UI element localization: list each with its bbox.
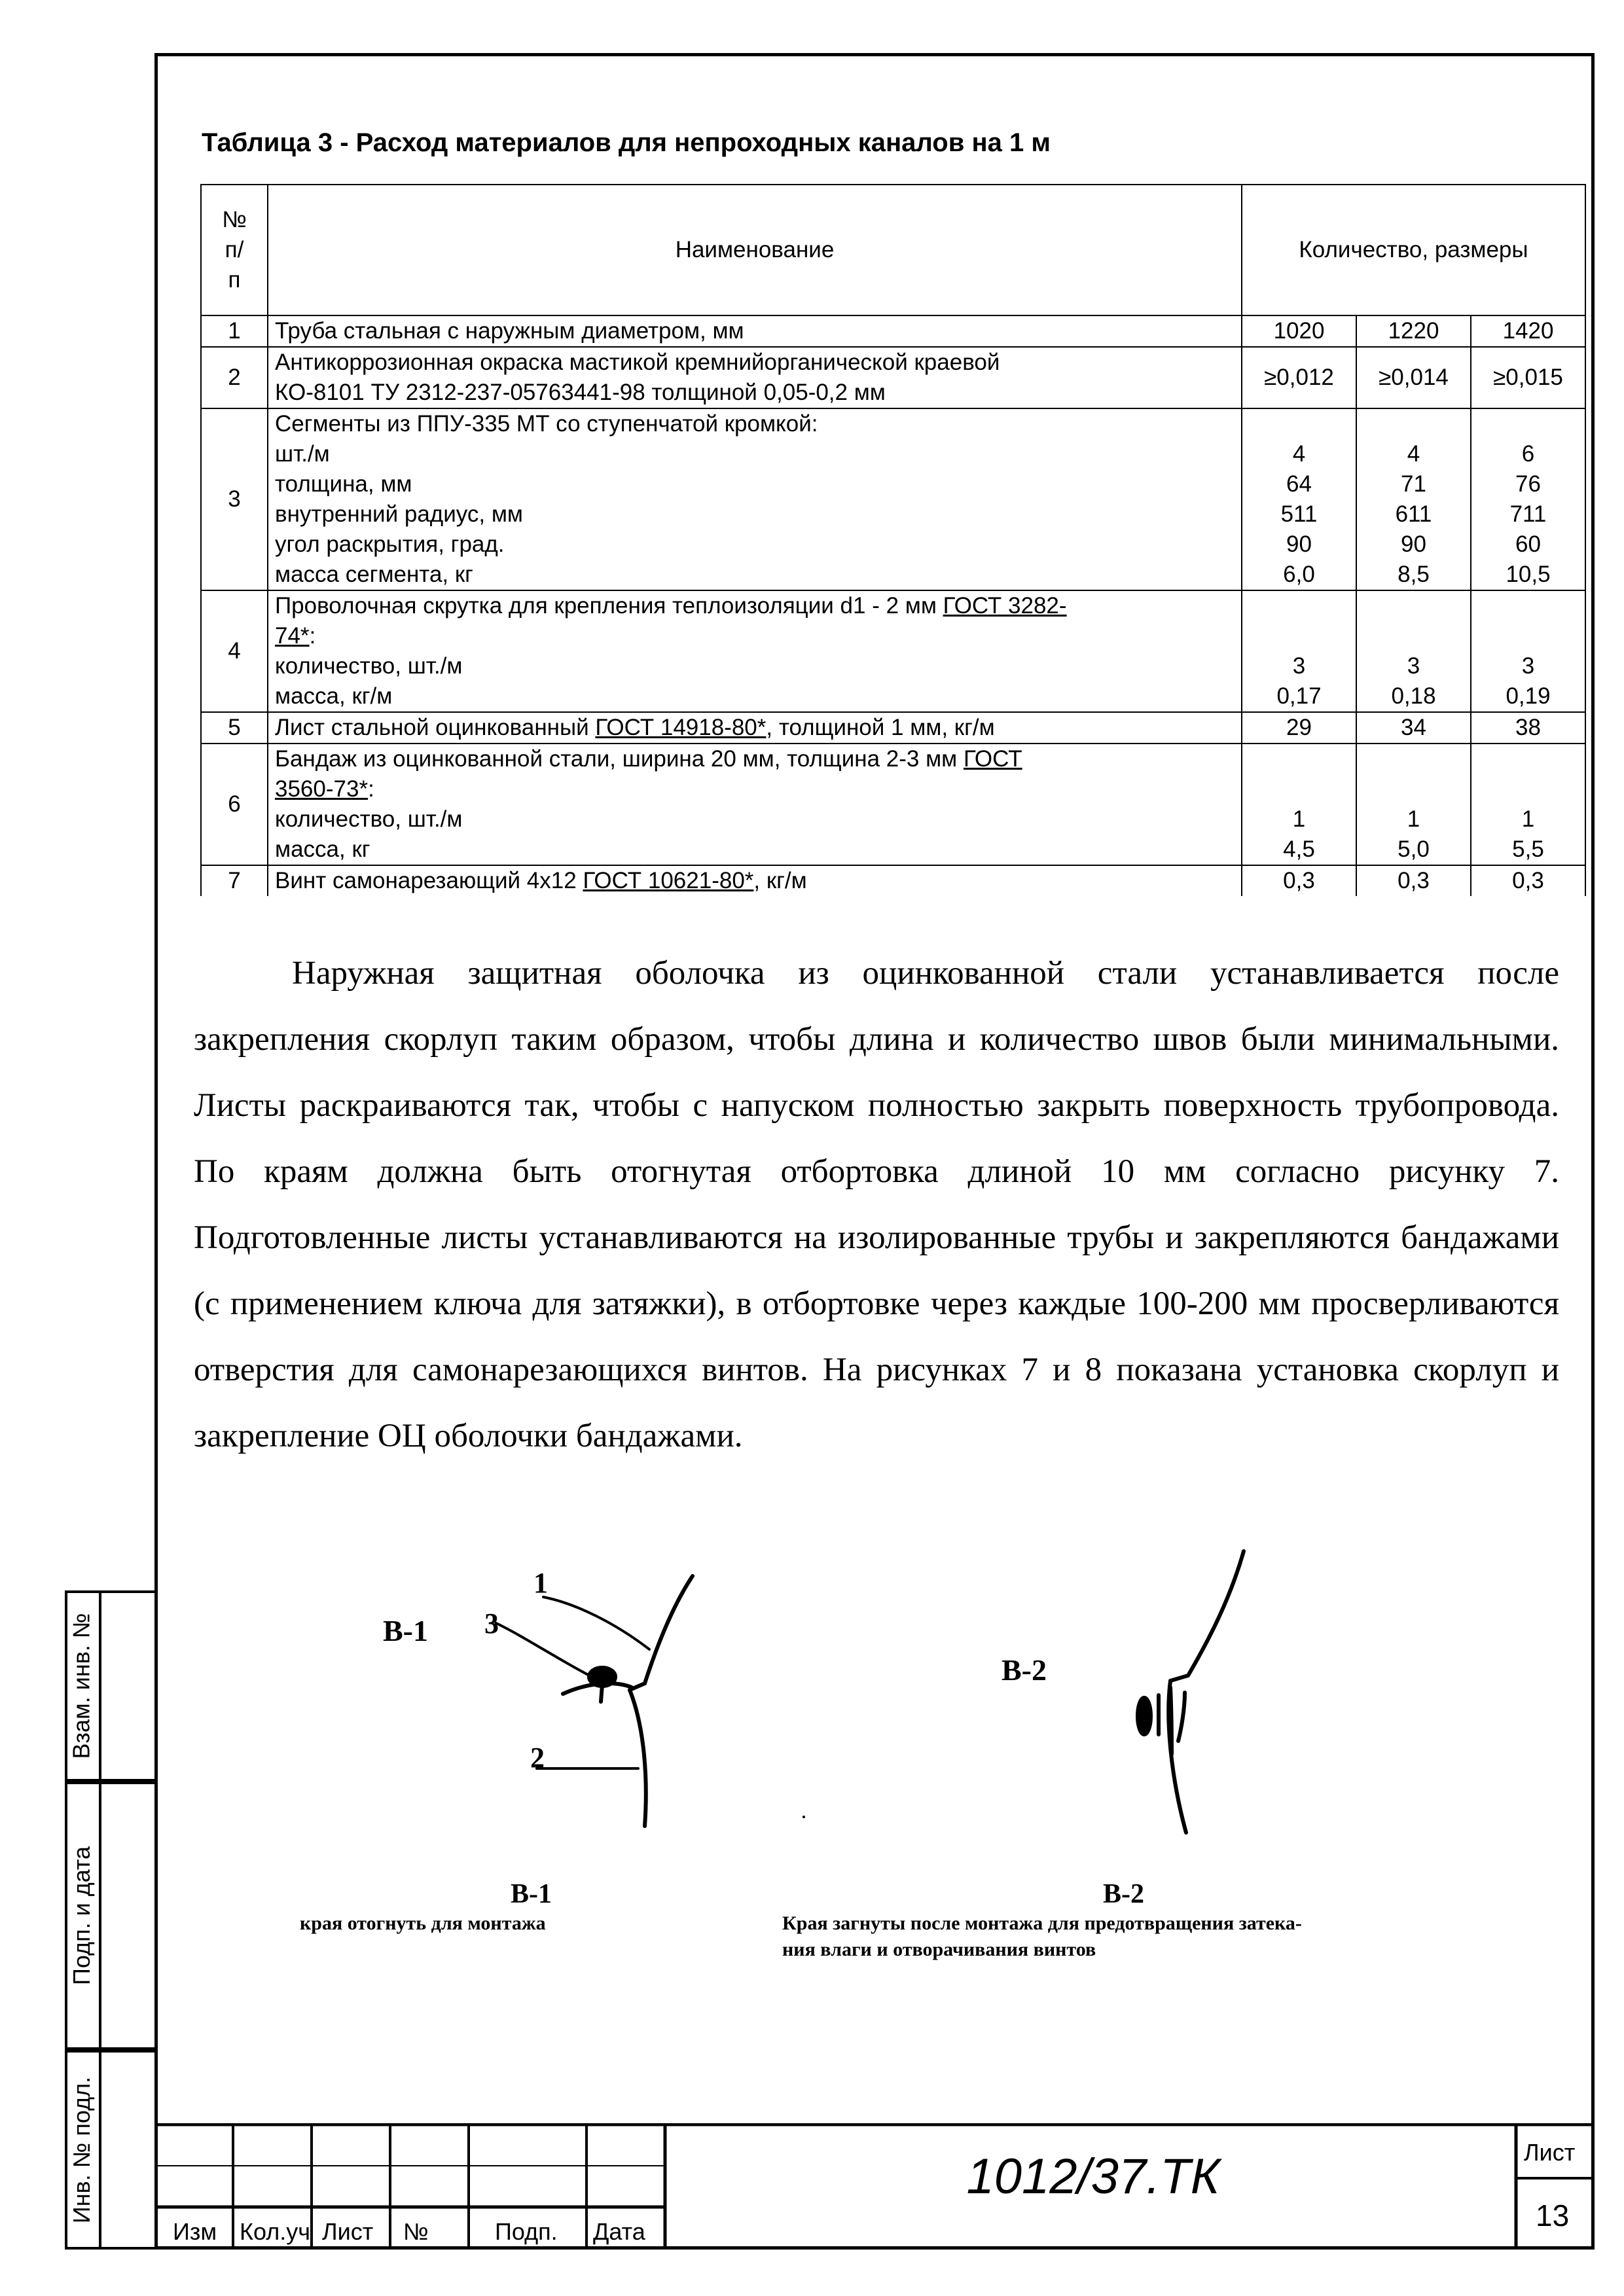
gost-link[interactable]: ГОСТ [963, 746, 1022, 772]
table-row: 6 Бандаж из оцинкованной стали, ширина 20 мм, толщина 2-3 мм ГОСТ 3560-73*: количество, шт./м масса, кг 1 4,5 1 5,0 1 5,5 [201, 744, 1585, 865]
side-label-vzam: Взам. инв. № [68, 1613, 95, 1759]
figure-b1-caption: края отогнуть для монтажа [300, 1912, 546, 1934]
figure-b2-drawing [1138, 1551, 1244, 1833]
side-label-podp: Подп. и дата [68, 1846, 95, 1986]
table-row: 5 Лист стальной оцинкованный ГОСТ 14918-80*, толщиной 1 мм, кг/м 29 34 38 [201, 712, 1585, 744]
stamp-sheet-label: Лист [1524, 2139, 1576, 2166]
figure-b2-tag: В-2 [1001, 1653, 1047, 1687]
figure-b1-callout-1: 1 [533, 1567, 548, 1599]
figure-b1-drawing [496, 1576, 693, 1826]
figure-b1-tag: В-1 [383, 1614, 428, 1647]
gost-link[interactable]: 74* [275, 623, 310, 649]
stamp-col-data: Дата [593, 2218, 645, 2245]
gost-link[interactable]: ГОСТ 14918-80* [595, 715, 767, 740]
gost-link[interactable]: ГОСТ 10621-80* [583, 868, 754, 893]
stamp-col-izm: Изм [173, 2218, 217, 2245]
stamp-col-podp: Подп. [495, 2218, 558, 2245]
header-name: Наименование [268, 185, 1242, 315]
header-qty: Количество, размеры [1242, 185, 1585, 315]
stamp-col-list: Лист [322, 2218, 374, 2245]
figure-b2-caption-title: В-2 [1103, 1879, 1144, 1909]
stamp-col-kolu: Кол.уч [240, 2218, 310, 2245]
figure-b2-caption-line-1: Края загнуты после монтажа для предотвращения затека- [782, 1912, 1302, 1934]
figure-b2-caption-line-2: ния влаги и отворачивания винтов [782, 1939, 1096, 1960]
table-row: 1 Труба стальная с наружным диаметром, мм 1020 1220 1420 [201, 315, 1585, 347]
table-row: 3 Сегменты из ППУ-335 МТ со ступенчатой кромкой: шт./м толщина, мм внутренний радиус, мм угол раскрытия, град. масса сегмента, кг 4 64 511 90 6,0 4 71 611 90 8,5 6 76 711 60 10,5 [201, 408, 1585, 590]
gost-link[interactable]: ГОСТ 3282- [943, 593, 1067, 619]
document-code: 1012/37.ТК [966, 2149, 1220, 2204]
figure-b1-callout-2: 2 [530, 1742, 545, 1774]
table-row: 4 Проволочная скрутка для крепления теплоизоляции d1 - 2 мм ГОСТ 3282- 74*: количество, шт./м масса, кг/м 3 0,17 3 0,18 3 0,19 [201, 590, 1585, 712]
stamp-col-num: № [403, 2218, 429, 2245]
table-row: 7 Винт самонарезающий 4х12 ГОСТ 10621-80*, кг/м 0,3 0,3 0,3 [201, 865, 1585, 896]
speck [803, 1816, 805, 1818]
body-paragraph: Наружная защитная оболочка из оцинкованной стали устанавливается после закрепления скорлуп таким образом, чтобы длина и количество швов были минимальными. Листы раскраиваются так, чтобы с напуском полностью закрыть поверхность трубопровода. По краям должна быть отогнутая отбортовка длиной 10 мм согласно рисунку 7. Подготовленные листы устанавливаются на изолированные трубы и закрепляются бандажами (с применением ключа для затяжки), в отбортовке через каждые 100-200 мм просверливаются отверстия для самонарезающихся винтов. На рисунках 7 и 8 показана установка скорлуп и закрепление ОЦ оболочки бандажами. [194, 955, 1559, 1454]
gost-link[interactable]: 3560-73* [275, 776, 369, 802]
header-num: № п/ п [201, 185, 268, 315]
side-label-inv: Инв. № подл. [68, 2076, 95, 2223]
table-row: 2 Антикоррозионная окраска мастикой кремнийорганической краевой КО-8101 ТУ 2312-237-05763441-98 толщиной 0,05-0,2 мм ≥0,012 ≥0,014 ≥0,015 [201, 347, 1585, 408]
stamp-sheet-number: 13 [1536, 2198, 1570, 2233]
table-title: Таблица 3 - Расход материалов для непроходных каналов на 1 м [202, 128, 1051, 157]
figure-b1-caption-title: В-1 [511, 1879, 552, 1909]
figure-b1-callout-3: 3 [484, 1607, 499, 1640]
